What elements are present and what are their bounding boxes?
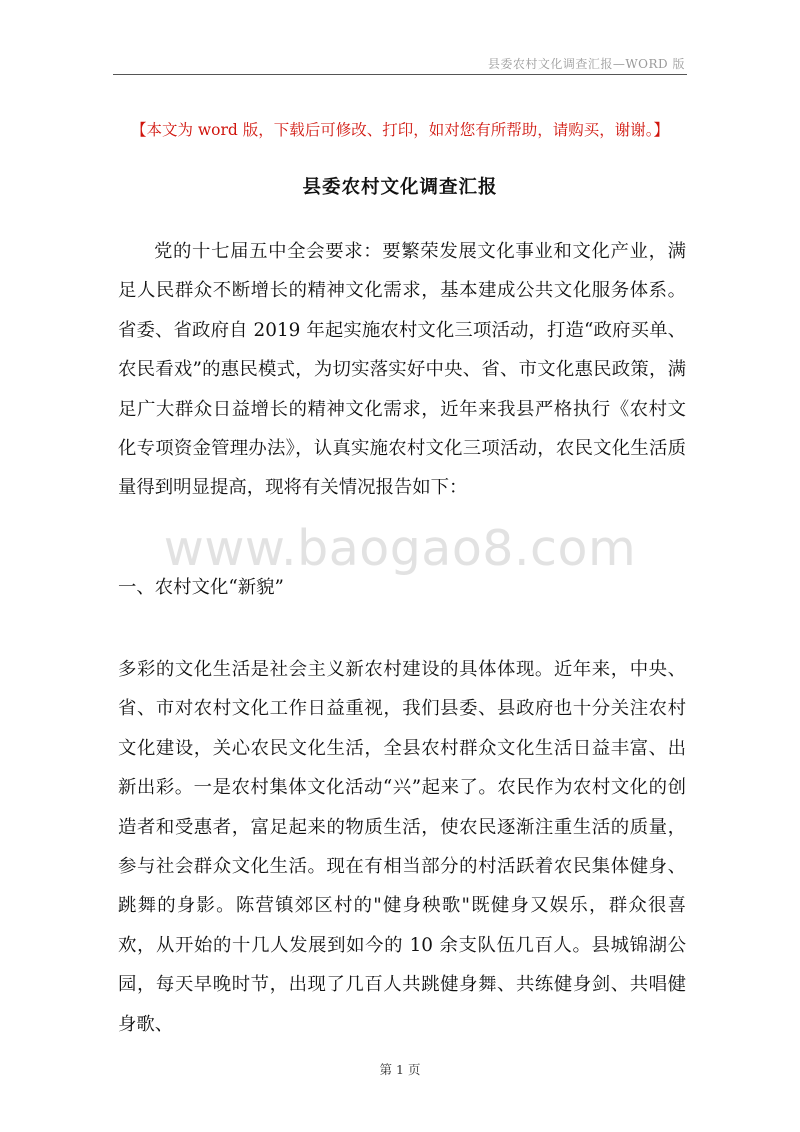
purchase-notice: 【本文为 word 版，下载后可修改、打印，如对您有所帮助，请购买，谢谢。】 xyxy=(130,121,670,139)
section-heading: 一、农村文化“新貌” xyxy=(118,577,284,598)
intro-paragraph: 党的十七届五中全会要求：要繁荣发展文化事业和文化产业，满足人民群众不断增长的精神文化需求，基本建成公共文化服务体系。省委、省政府自 2019 年起实施农村文化三项活动，打造“政府买单、农民看戏”的惠民模式，为切实落实好中央、省、市文化惠民政策，满足广大群众日益增长的精神文化需求，近年来我县严格执行《农村文化专项资金管理办法》，认真实施农村文化三项活动，农民文化生活质量得到明显提高，现将有关情况报告如下： xyxy=(118,241,686,499)
header-divider xyxy=(113,74,687,75)
running-header: 县委农村文化调查汇报—WORD 版 xyxy=(487,57,685,71)
document-title: 县委农村文化调查汇报 xyxy=(302,177,498,198)
section-paragraph: 多彩的文化生活是社会主义新农村建设的具体体现。近年来，中央、省、市对农村文化工作日益重视，我们县委、县政府也十分关注农村文化建设，关心农民文化生活，全县农村群众文化生活日益丰富、出新出彩。一是农村集体文化活动“兴”起来了。农民作为农村文化的创造者和受惠者，富足起来的物质生活，使农民逐渐注重生活的质量，参与社会群众文化生活。现在有相当部分的村活跃着农民集体健身、跳舞的身影。陈营镇郊区村的"健身秧歌"既健身又娱乐，群众很喜欢，从开始的十几人发展到如今的 10 余支队伍几百人。县城锦湖公园，每天早晚时节，出现了几百人共跳健身舞、共练健身剑、共唱健身歌、 xyxy=(118,659,686,1035)
site-watermark: www.baogao8.com xyxy=(163,520,637,577)
page-number: 第 1 页 xyxy=(379,1062,421,1077)
